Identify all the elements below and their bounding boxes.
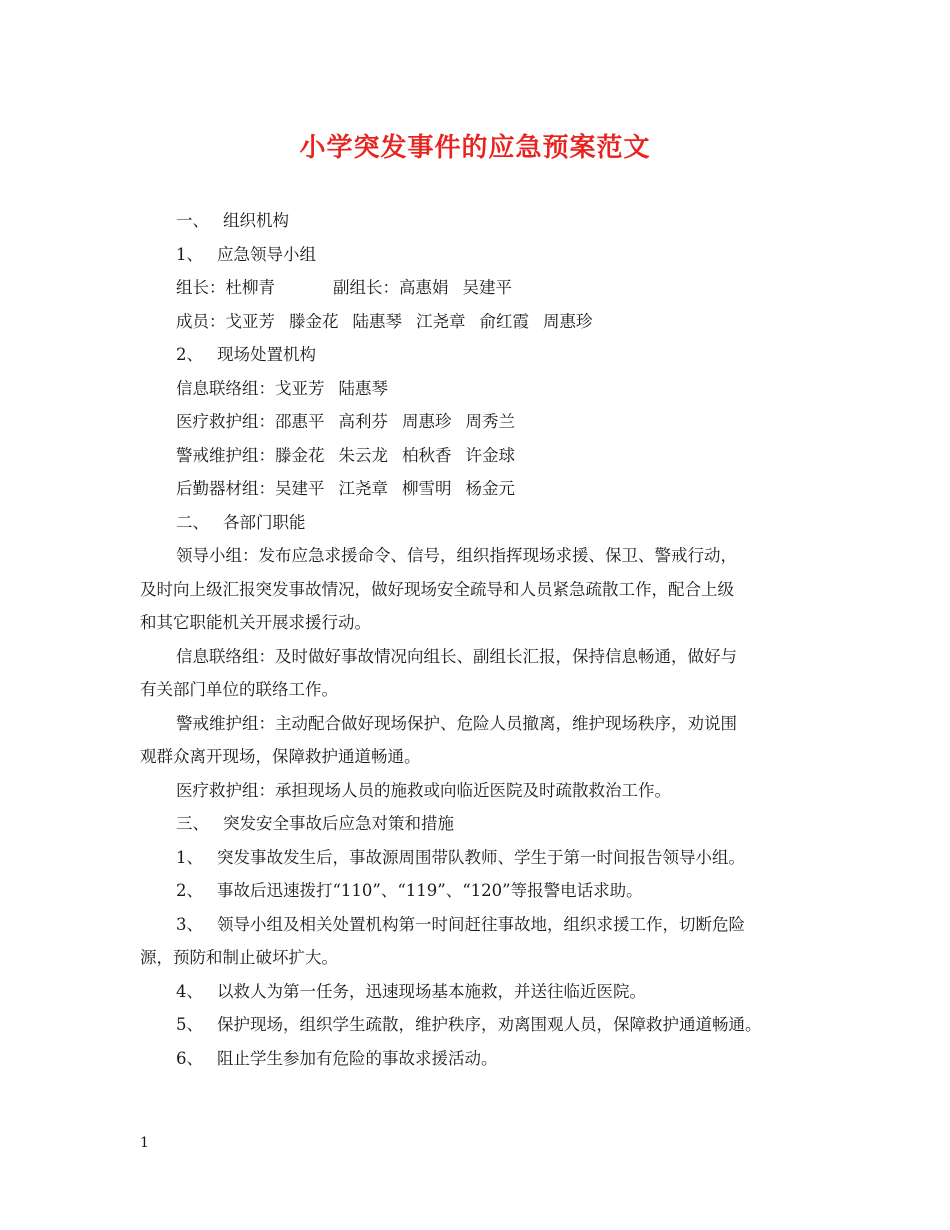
heading-number: 三、 — [176, 814, 209, 833]
members-label: 成员：戈亚芳 — [176, 311, 275, 331]
member-name: 陆惠琴 — [338, 378, 388, 398]
item-number: 1、 — [176, 244, 203, 264]
heading-text: 组织机构 — [223, 211, 289, 230]
member-name: 俞红霞 — [479, 311, 529, 331]
item-number: 5、 — [176, 1015, 203, 1034]
paragraph-line: 领导小组：发布应急求援命令、信号，组织指挥现场求援、保卫、警戒行动， — [176, 546, 737, 565]
item-text: 保护现场，组织学生疏散，维护秩序，劝离围观人员，保障救护通道畅通。 — [217, 1015, 762, 1034]
item-text: 阻止学生参加有危险的事故求援活动。 — [217, 1048, 498, 1068]
member-name: 周惠珍 — [543, 311, 593, 331]
group-label: 医疗救护组：邵惠平 — [176, 412, 325, 431]
item-text: 事故后迅速拨打“110”、“119”、“120”等报警电话求助。 — [217, 881, 643, 900]
measure-item — [140, 1008, 820, 1042]
member-name: 高利芬 — [338, 412, 388, 431]
info-group-line — [140, 372, 820, 406]
leader-text: 组长：杜柳青 — [176, 278, 275, 297]
section-heading-duties — [140, 506, 820, 540]
group-label: 警戒维护组：滕金花 — [176, 445, 325, 465]
item-text: 以救人为第一任务，迅速现场基本施救，并送往临近医院。 — [217, 981, 646, 1001]
member-name: 柏秋香 — [402, 445, 452, 465]
measure-item — [140, 908, 820, 942]
paragraph-line: 医疗救护组：承担现场人员的施救或向临近医院及时疏散救治工作。 — [176, 780, 671, 800]
member-name: 柳雪明 — [402, 479, 452, 498]
section-heading-organization — [140, 204, 820, 238]
members-line — [140, 305, 820, 339]
member-name: 江尧章 — [416, 311, 466, 331]
item-text: 应急领导小组 — [217, 244, 316, 264]
medical-group-line — [140, 405, 820, 439]
item-text: 现场处置机构 — [217, 345, 316, 364]
document-body — [140, 204, 820, 1075]
section-heading-measures — [140, 807, 820, 841]
paragraph-line: 观群众离开现场，保障救护通道畅通。 — [140, 747, 421, 766]
heading-number: 一、 — [176, 211, 209, 230]
deputy-text: 副组长：高惠娟 — [333, 278, 449, 297]
measure-item-continuation: 源，预防和制止破坏扩大。 — [140, 948, 338, 967]
item-number: 3、 — [176, 914, 203, 934]
member-name: 陆惠琴 — [352, 311, 402, 331]
heading-text: 突发安全事故后应急对策和措施 — [223, 814, 454, 833]
item-number: 2、 — [176, 881, 203, 900]
paragraph-line: 和其它职能机关开展求援行动。 — [140, 613, 371, 632]
item-text: 突发事故发生后，事故源周围带队教师、学生于第一时间报告领导小组。 — [217, 847, 745, 867]
member-name: 滕金花 — [289, 311, 339, 331]
measure-item — [140, 975, 820, 1009]
guard-group-line — [140, 439, 820, 473]
item-number: 1、 — [176, 847, 203, 867]
item-text: 领导小组及相关处置机构第一时间赶往事故地，组织求援工作，切断危险 — [217, 914, 745, 934]
deputy-second-text: 吴建平 — [462, 278, 512, 297]
item-number: 4、 — [176, 981, 203, 1001]
item-number: 2、 — [176, 345, 203, 364]
member-name: 周秀兰 — [465, 412, 515, 431]
page-number: 1 — [140, 1135, 149, 1151]
heading-text: 各部门职能 — [223, 512, 306, 532]
group-label: 信息联络组：戈亚芳 — [176, 378, 325, 398]
document-title: 小学突发事件的应急预案范文 — [299, 133, 651, 163]
item-number: 6、 — [176, 1048, 203, 1068]
measure-item — [140, 841, 820, 875]
group-label: 后勤器材组：吴建平 — [176, 479, 325, 498]
subheading-leadership-group — [140, 238, 820, 272]
paragraph-line: 有关部门单位的联络工作。 — [140, 680, 338, 699]
paragraph-line: 警戒维护组：主动配合做好现场保护、危险人员撤离，维护现场秩序，劝说围 — [176, 713, 737, 733]
member-name: 朱云龙 — [338, 445, 388, 465]
measure-item — [140, 1042, 820, 1076]
measure-item — [140, 874, 820, 908]
member-name: 许金球 — [465, 445, 515, 465]
member-name: 周惠珍 — [402, 412, 452, 431]
leader-line — [140, 271, 820, 305]
subheading-onsite-units — [140, 338, 820, 372]
paragraph-line: 信息联络组：及时做好事故情况向组长、副组长汇报，保持信息畅通，做好与 — [176, 646, 737, 666]
member-name: 杨金元 — [465, 479, 515, 498]
logistics-group-line — [140, 472, 820, 506]
heading-number: 二、 — [176, 512, 209, 532]
member-name: 江尧章 — [338, 479, 388, 498]
paragraph-line: 及时向上级汇报突发事故情况，做好现场安全疏导和人员紧急疏散工作，配合上级 — [140, 579, 734, 599]
